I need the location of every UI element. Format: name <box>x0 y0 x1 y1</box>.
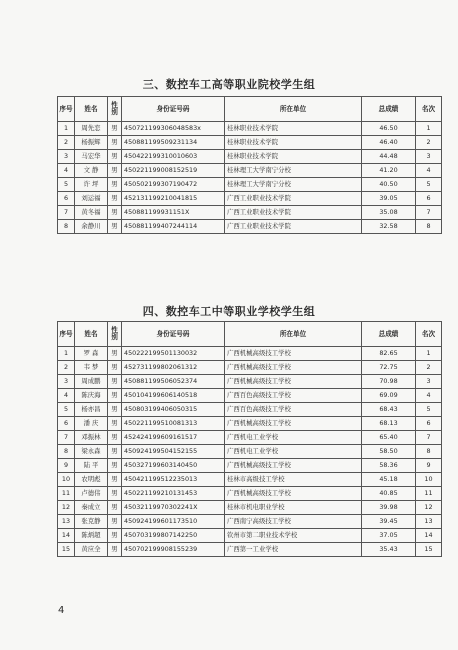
cell-seq: 9 <box>58 459 75 473</box>
cell-seq: 8 <box>58 220 75 234</box>
table-row <box>58 150 442 164</box>
section2-body <box>58 347 442 557</box>
cell-name: 秦成立 <box>75 501 108 515</box>
cell-gender: 男 <box>108 361 122 375</box>
cell-score: 41.20 <box>362 164 416 178</box>
table-row <box>58 192 442 206</box>
cell-unit: 广西百色高级技工学校 <box>225 403 362 417</box>
cell-seq: 8 <box>58 445 75 459</box>
cell-seq: 7 <box>58 431 75 445</box>
cell-gender: 男 <box>108 375 122 389</box>
cell-rank: 4 <box>416 389 442 403</box>
cell-name: 黄应全 <box>75 543 108 557</box>
cell-rank: 12 <box>416 501 442 515</box>
cell-unit: 桂林理工大学南宁分校 <box>225 164 362 178</box>
cell-name: 梁永森 <box>75 445 108 459</box>
cell-id: 450421199512235013 <box>122 473 225 487</box>
cell-seq: 13 <box>58 515 75 529</box>
table-row <box>58 403 442 417</box>
table-row <box>58 220 442 234</box>
cell-rank: 9 <box>416 459 442 473</box>
cell-rank: 3 <box>416 150 442 164</box>
cell-rank: 10 <box>416 473 442 487</box>
cell-name: 陈庆海 <box>75 389 108 403</box>
cell-score: 45.18 <box>362 473 416 487</box>
cell-unit: 广西工业职业技术学院 <box>225 220 362 234</box>
cell-id: 450104199606140518 <box>122 389 225 403</box>
cell-rank: 13 <box>416 515 442 529</box>
table-row <box>58 206 442 220</box>
cell-id: 450881199931151X <box>122 206 225 220</box>
cell-unit: 桂林市机电职业学校 <box>225 501 362 515</box>
cell-gender: 男 <box>108 515 122 529</box>
cell-seq: 5 <box>58 178 75 192</box>
cell-score: 58.36 <box>362 459 416 473</box>
cell-id: 450703199807142250 <box>122 529 225 543</box>
cell-id: 452424199609161517 <box>122 431 225 445</box>
cell-unit: 钦州市第二职业技术学校 <box>225 529 362 543</box>
table-row <box>58 473 442 487</box>
cell-id: 450222199501130032 <box>122 347 225 361</box>
cell-rank: 2 <box>416 361 442 375</box>
cell-rank: 6 <box>416 417 442 431</box>
cell-score: 68.43 <box>362 403 416 417</box>
section2-table <box>57 321 442 557</box>
cell-name: 韦 梦 <box>75 361 108 375</box>
table-row <box>58 164 442 178</box>
cell-id: 450327199603140450 <box>122 459 225 473</box>
cell-id: 450803199406050315 <box>122 403 225 417</box>
cell-unit: 桂林职业技术学院 <box>225 122 362 136</box>
cell-name: 农明彪 <box>75 473 108 487</box>
header-unit: 所在单位 <box>225 322 362 347</box>
cell-id: 450702199908155239 <box>122 543 225 557</box>
cell-rank: 1 <box>416 347 442 361</box>
table-header-row <box>58 322 442 347</box>
cell-score: 39.05 <box>362 192 416 206</box>
cell-unit: 广西机电工业学校 <box>225 431 362 445</box>
table-row <box>58 459 442 473</box>
section1-body <box>58 122 442 234</box>
cell-id: 452131199210041815 <box>122 192 225 206</box>
cell-unit: 桂林职业技术学院 <box>225 150 362 164</box>
cell-unit: 广西南宁高级技工学校 <box>225 515 362 529</box>
header-seq: 序号 <box>58 97 75 122</box>
cell-id: 45032119970302241X <box>122 501 225 515</box>
cell-unit: 广西工业职业技术学院 <box>225 206 362 220</box>
cell-name: 周先恋 <box>75 122 108 136</box>
cell-gender: 男 <box>108 459 122 473</box>
cell-name: 周成鹏 <box>75 375 108 389</box>
table-row <box>58 487 442 501</box>
cell-seq: 11 <box>58 487 75 501</box>
cell-unit: 广西机械高级技工学校 <box>225 347 362 361</box>
cell-id: 450221199510081313 <box>122 417 225 431</box>
cell-unit: 广西百色高级技工学校 <box>225 389 362 403</box>
header-score: 总成绩 <box>362 322 416 347</box>
cell-rank: 6 <box>416 192 442 206</box>
page-number: 4 <box>58 605 65 616</box>
header-seq: 序号 <box>58 322 75 347</box>
cell-gender: 男 <box>108 431 122 445</box>
cell-id: 452731199802061312 <box>122 361 225 375</box>
table-row <box>58 543 442 557</box>
cell-name: 刘运福 <box>75 192 108 206</box>
cell-gender: 男 <box>108 220 122 234</box>
cell-name: 杨亦昌 <box>75 403 108 417</box>
table-row <box>58 136 442 150</box>
cell-unit: 广西机械高级技工学校 <box>225 417 362 431</box>
cell-unit: 广西机械高级技工学校 <box>225 487 362 501</box>
cell-score: 40.50 <box>362 178 416 192</box>
cell-rank: 14 <box>416 529 442 543</box>
cell-seq: 15 <box>58 543 75 557</box>
cell-rank: 2 <box>416 136 442 150</box>
cell-rank: 8 <box>416 220 442 234</box>
cell-unit: 桂林职业技术学院 <box>225 136 362 150</box>
cell-seq: 10 <box>58 473 75 487</box>
cell-seq: 3 <box>58 375 75 389</box>
cell-score: 39.45 <box>362 515 416 529</box>
table-row <box>58 347 442 361</box>
cell-gender: 男 <box>108 150 122 164</box>
cell-score: 32.58 <box>362 220 416 234</box>
cell-id: 450881199509231134 <box>122 136 225 150</box>
cell-gender: 男 <box>108 403 122 417</box>
cell-name: 黄冬福 <box>75 206 108 220</box>
cell-unit: 广西第一工业学校 <box>225 543 362 557</box>
header-score: 总成绩 <box>362 97 416 122</box>
table-row <box>58 361 442 375</box>
cell-name: 罗 森 <box>75 347 108 361</box>
cell-seq: 4 <box>58 389 75 403</box>
table-row <box>58 417 442 431</box>
table-row <box>58 445 442 459</box>
section1-table <box>57 96 442 234</box>
cell-name: 邓振林 <box>75 431 108 445</box>
cell-id: 450221199008152519 <box>122 164 225 178</box>
cell-rank: 7 <box>416 206 442 220</box>
header-rank: 名次 <box>416 97 442 122</box>
cell-id: 450221199210131453 <box>122 487 225 501</box>
cell-id: 450721199306048583x <box>122 122 225 136</box>
cell-seq: 6 <box>58 417 75 431</box>
cell-seq: 5 <box>58 403 75 417</box>
cell-score: 65.40 <box>362 431 416 445</box>
cell-gender: 男 <box>108 192 122 206</box>
cell-rank: 8 <box>416 445 442 459</box>
cell-id: 450881199407244114 <box>122 220 225 234</box>
table-row <box>58 529 442 543</box>
header-id: 身份证号码 <box>122 322 225 347</box>
section1-title: 三、数控车工高等职业院校学生组 <box>142 78 316 91</box>
cell-seq: 1 <box>58 347 75 361</box>
cell-name: 陆 平 <box>75 459 108 473</box>
cell-gender: 男 <box>108 473 122 487</box>
cell-rank: 5 <box>416 178 442 192</box>
cell-gender: 男 <box>108 164 122 178</box>
cell-id: 450924199601173510 <box>122 515 225 529</box>
table-row <box>58 431 442 445</box>
cell-rank: 15 <box>416 543 442 557</box>
header-name: 姓名 <box>75 322 108 347</box>
cell-id: 450502199307190472 <box>122 178 225 192</box>
table-row <box>58 389 442 403</box>
cell-gender: 男 <box>108 529 122 543</box>
cell-rank: 11 <box>416 487 442 501</box>
table-row <box>58 501 442 515</box>
cell-score: 35.08 <box>362 206 416 220</box>
cell-score: 72.75 <box>362 361 416 375</box>
cell-score: 44.48 <box>362 150 416 164</box>
cell-rank: 1 <box>416 122 442 136</box>
cell-score: 46.50 <box>362 122 416 136</box>
cell-gender: 男 <box>108 347 122 361</box>
cell-score: 35.43 <box>362 543 416 557</box>
cell-gender: 男 <box>108 445 122 459</box>
cell-id: 450924199504152155 <box>122 445 225 459</box>
cell-score: 69.09 <box>362 389 416 403</box>
cell-gender: 男 <box>108 136 122 150</box>
cell-name: 马宏华 <box>75 150 108 164</box>
cell-gender: 男 <box>108 501 122 515</box>
cell-unit: 广西机械高级技工学校 <box>225 361 362 375</box>
cell-rank: 5 <box>416 403 442 417</box>
cell-name: 文 静 <box>75 164 108 178</box>
cell-seq: 2 <box>58 361 75 375</box>
cell-gender: 男 <box>108 543 122 557</box>
cell-name: 潘 庆 <box>75 417 108 431</box>
cell-seq: 7 <box>58 206 75 220</box>
cell-score: 40.85 <box>362 487 416 501</box>
cell-name: 陈炳超 <box>75 529 108 543</box>
cell-score: 46.40 <box>362 136 416 150</box>
cell-unit: 广西机械高级技工学校 <box>225 375 362 389</box>
cell-rank: 4 <box>416 164 442 178</box>
cell-score: 82.65 <box>362 347 416 361</box>
cell-name: 余静川 <box>75 220 108 234</box>
header-unit: 所在单位 <box>225 97 362 122</box>
cell-rank: 7 <box>416 431 442 445</box>
cell-name: 杨振辉 <box>75 136 108 150</box>
cell-score: 68.13 <box>362 417 416 431</box>
cell-seq: 4 <box>58 164 75 178</box>
cell-unit: 广西机电工业学校 <box>225 445 362 459</box>
cell-seq: 12 <box>58 501 75 515</box>
cell-unit: 广西工业职业技术学院 <box>225 192 362 206</box>
cell-unit: 桂林市高级技工学校 <box>225 473 362 487</box>
cell-unit: 广西机械高级技工学校 <box>225 459 362 473</box>
cell-score: 70.98 <box>362 375 416 389</box>
table-row <box>58 515 442 529</box>
cell-gender: 男 <box>108 122 122 136</box>
cell-gender: 男 <box>108 417 122 431</box>
table-header-row <box>58 97 442 122</box>
header-id: 身份证号码 <box>122 97 225 122</box>
cell-score: 39.98 <box>362 501 416 515</box>
header-gender: 性别 <box>108 322 122 347</box>
cell-seq: 1 <box>58 122 75 136</box>
cell-rank: 3 <box>416 375 442 389</box>
cell-score: 37.05 <box>362 529 416 543</box>
header-rank: 名次 <box>416 322 442 347</box>
cell-name: 许 坪 <box>75 178 108 192</box>
section2-title: 四、数控车工中等职业学校学生组 <box>142 305 316 318</box>
table-row <box>58 375 442 389</box>
header-name: 姓名 <box>75 97 108 122</box>
cell-seq: 2 <box>58 136 75 150</box>
cell-gender: 男 <box>108 487 122 501</box>
cell-id: 450881199506052374 <box>122 375 225 389</box>
cell-seq: 6 <box>58 192 75 206</box>
cell-gender: 男 <box>108 389 122 403</box>
cell-gender: 男 <box>108 206 122 220</box>
table-row <box>58 178 442 192</box>
cell-gender: 男 <box>108 178 122 192</box>
cell-seq: 14 <box>58 529 75 543</box>
cell-id: 450422199310010603 <box>122 150 225 164</box>
cell-seq: 3 <box>58 150 75 164</box>
cell-name: 卢德伟 <box>75 487 108 501</box>
cell-name: 张克静 <box>75 515 108 529</box>
cell-unit: 桂林理工大学南宁分校 <box>225 178 362 192</box>
table-row <box>58 122 442 136</box>
header-gender: 性别 <box>108 97 122 122</box>
cell-score: 58.50 <box>362 445 416 459</box>
